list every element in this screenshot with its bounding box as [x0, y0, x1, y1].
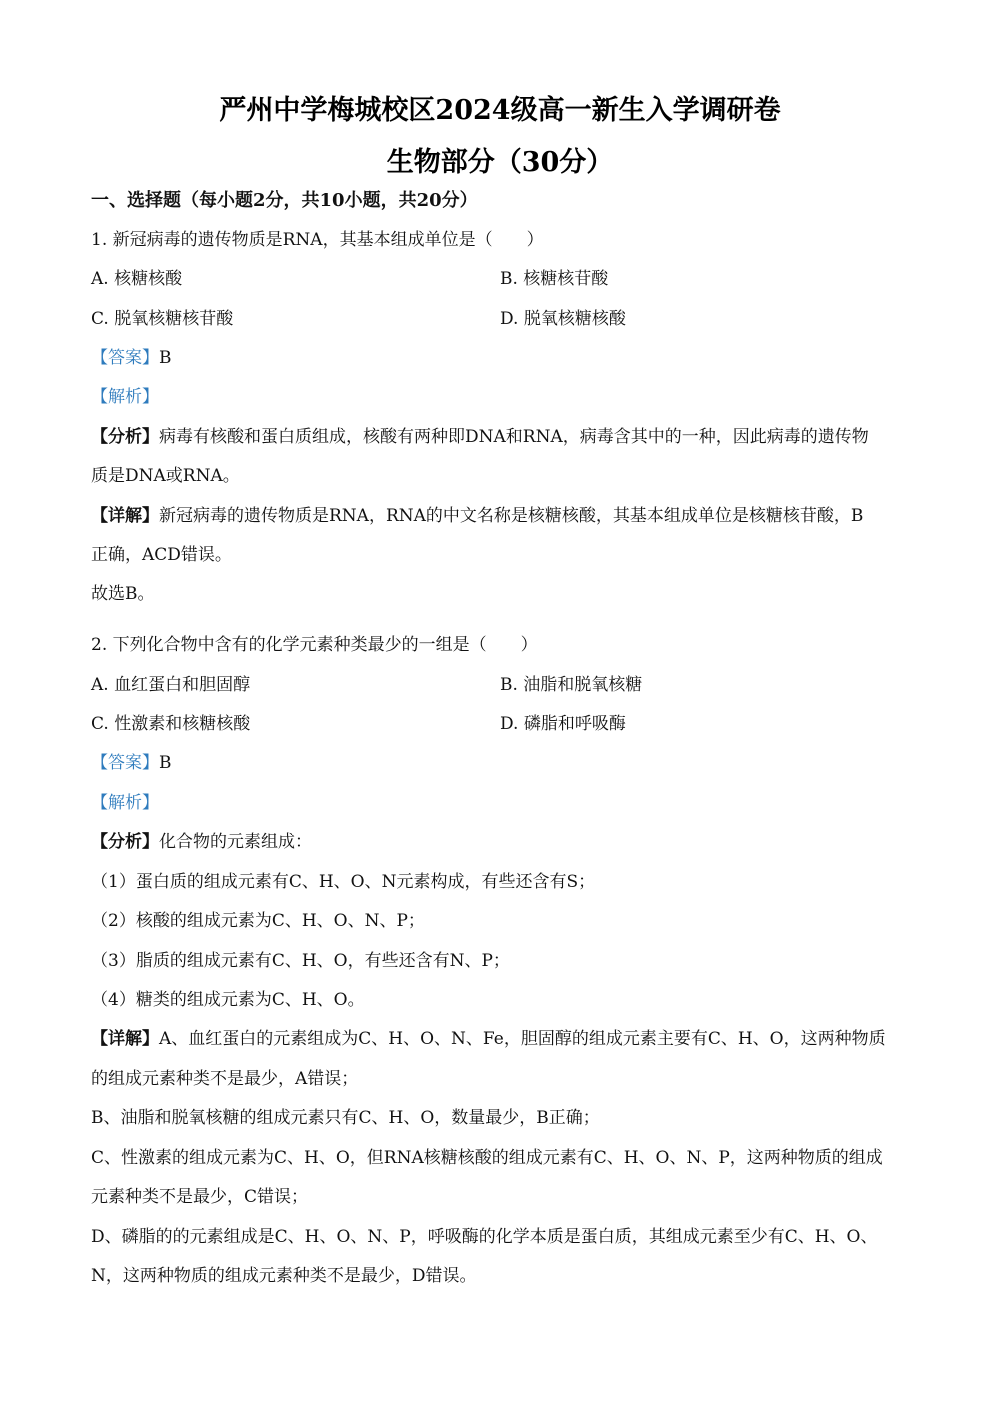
detail-label: 【详解】	[91, 506, 159, 526]
q1-detail-line-1	[91, 505, 863, 527]
q1-stem: 1. 新冠病毒的遗传物质是RNA，其基本组成单位是（ ）	[91, 230, 544, 250]
q1-analysis-line-1	[91, 426, 869, 448]
q2-stem: 2. 下列化合物中含有的化学元素种类最少的一组是（ ）	[91, 635, 538, 655]
page-title: 严州中学梅城校区2024级高一新生入学调研卷	[219, 95, 781, 126]
q2-detail-c-2: 元素种类不是最少，C错误；	[91, 1187, 309, 1207]
q1-answer-line	[91, 347, 172, 369]
q2-point-3: （3）脂质的组成元素有C、H、O，有些还含有N、P；	[91, 951, 510, 971]
q1-option-b: B. 核糖核苷酸	[500, 269, 609, 289]
q2-detail-d-2: N，这两种物质的组成元素种类不是最少，D错误。	[91, 1266, 477, 1286]
q2-point-2: （2）核酸的组成元素为C、H、O、N、P；	[91, 911, 425, 931]
section-heading: 一、选择题（每小题2分，共10小题，共20分）	[91, 190, 478, 211]
q2-point-4: （4）糖类的组成元素为C、H、O。	[91, 990, 365, 1010]
q1-option-a: A. 核糖核酸	[91, 269, 183, 289]
detail-label: 【详解】	[91, 1029, 159, 1049]
q2-detail-a-1: A、血红蛋白的元素组成为C、H、O、N、Fe，胆固醇的组成元素主要有C、H、O，这两种物质	[159, 1029, 886, 1049]
q1-detail-2: 正确，ACD错误。	[91, 545, 232, 565]
q2-analysis-line	[91, 831, 312, 853]
q2-option-b: B. 油脂和脱氧核糖	[500, 675, 643, 695]
q1-option-c: C. 脱氧核糖核苷酸	[91, 309, 234, 329]
answer-label: 【答案】	[91, 753, 159, 773]
q1-analysis-2: 质是DNA或RNA。	[91, 466, 240, 486]
q2-option-d: D. 磷脂和呼吸酶	[500, 714, 626, 734]
q2-option-c: C. 性激素和核糖核酸	[91, 714, 251, 734]
analysis-label: 【分析】	[91, 832, 159, 852]
q2-analysis: 化合物的元素组成：	[159, 832, 312, 852]
page-subtitle: 生物部分（30分）	[386, 147, 614, 178]
q2-detail-b: B、油脂和脱氧核糖的组成元素只有C、H、O，数量最少，B正确；	[91, 1108, 600, 1128]
q2-detail-d-1: D、磷脂的的元素组成是C、H、O、N、P，呼吸酶的化学本质是蛋白质，其组成元素至少有C、H、O、	[91, 1227, 878, 1247]
answer-label: 【答案】	[91, 348, 159, 368]
explain-label: 【解析】	[91, 387, 159, 407]
explain-label: 【解析】	[91, 793, 159, 813]
q2-detail-c-1: C、性激素的组成元素为C、H、O，但RNA核糖核酸的组成元素有C、H、O、N、P，这两种物质的组成	[91, 1148, 883, 1168]
q1-explain-label	[91, 386, 159, 408]
q2-option-a: A. 血红蛋白和胆固醇	[91, 675, 251, 695]
q2-detail-a-line-1	[91, 1028, 886, 1050]
q1-option-d: D. 脱氧核糖核酸	[500, 309, 626, 329]
q1-conclusion: 故选B。	[91, 584, 155, 604]
q2-answer-line	[91, 752, 172, 774]
q1-detail-1: 新冠病毒的遗传物质是RNA，RNA的中文名称是核糖核酸，其基本组成单位是核糖核苷酸，B	[159, 506, 864, 526]
q1-analysis-1: 病毒有核酸和蛋白质组成，核酸有两种即DNA和RNA，病毒含其中的一种，因此病毒的遗传物	[159, 427, 869, 447]
q2-detail-a-2: 的组成元素种类不是最少，A错误；	[91, 1069, 359, 1089]
q1-answer: B	[159, 348, 172, 368]
analysis-label: 【分析】	[91, 427, 159, 447]
q2-explain-label	[91, 792, 159, 814]
q2-answer: B	[159, 753, 172, 773]
q2-point-1: （1）蛋白质的组成元素有C、H、O、N元素构成，有些还含有S；	[91, 872, 596, 892]
